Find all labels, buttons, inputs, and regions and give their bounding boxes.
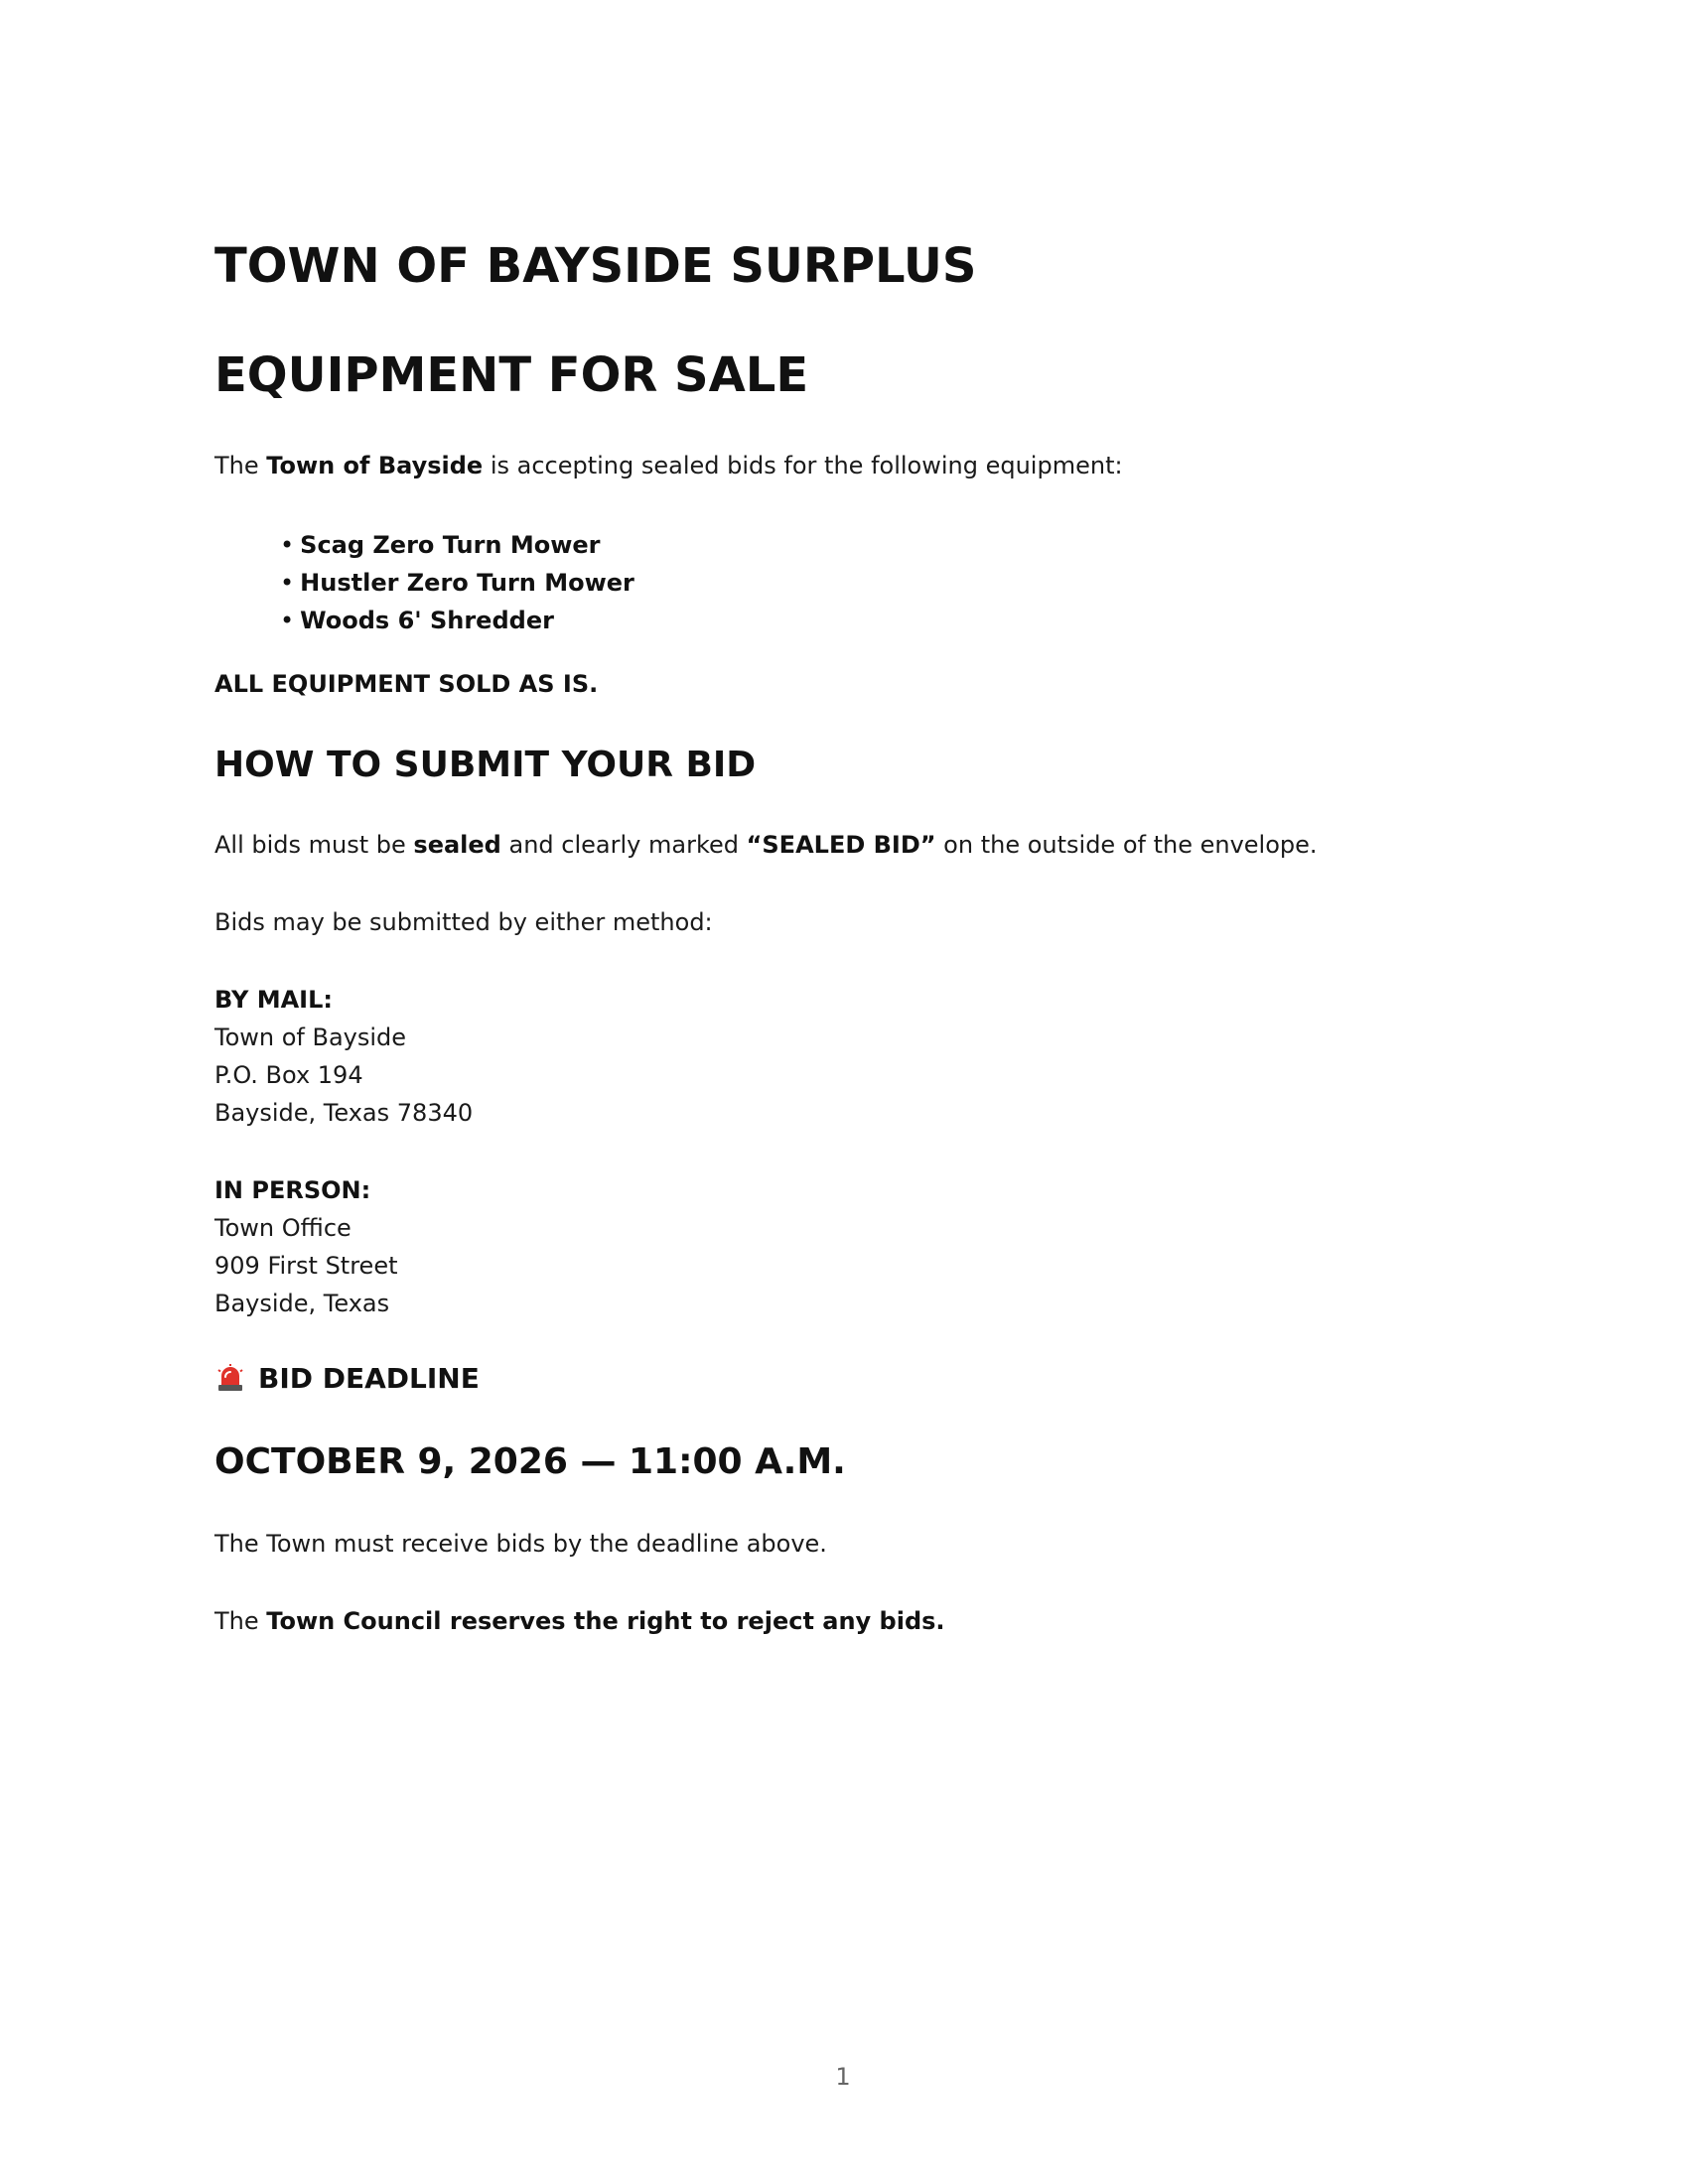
as-is-notice: ALL EQUIPMENT SOLD AS IS. <box>214 670 599 698</box>
how-to-submit-heading: HOW TO SUBMIT YOUR BID <box>214 745 757 785</box>
address-line: Town of Bayside <box>214 1024 407 1051</box>
sealed-bold-2: “SEALED BID” <box>746 831 936 859</box>
page-number: 1 <box>835 2063 851 2091</box>
equipment-list <box>280 526 634 639</box>
council-notice <box>214 1602 945 1640</box>
sealed-text-3: on the outside of the envelope. <box>935 831 1318 859</box>
equipment-item-label: Woods 6' Shredder <box>300 607 554 634</box>
list-item <box>280 564 634 602</box>
by-mail-label: BY MAIL: <box>214 986 333 1014</box>
list-item <box>280 602 634 639</box>
address-line: 909 First Street <box>214 1252 398 1280</box>
equipment-item-label: Hustler Zero Turn Mower <box>300 569 634 597</box>
document-page <box>214 0 1485 2184</box>
in-person-label: IN PERSON: <box>214 1176 371 1204</box>
sealed-instructions <box>214 826 1318 864</box>
bid-deadline-text: BID DEADLINE <box>258 1362 480 1395</box>
either-method-text: Bids may be submitted by either method: <box>214 908 713 936</box>
by-mail-block <box>214 981 473 1132</box>
sealed-text-2: and clearly marked <box>500 831 747 859</box>
deadline-date-heading: OCTOBER 9, 2026 — 11:00 A.M. <box>214 1441 846 1482</box>
title-line-1: TOWN OF BAYSIDE SURPLUS <box>214 238 977 294</box>
receive-notice: The Town must receive bids by the deadline above. <box>214 1530 827 1558</box>
bullet: • <box>280 531 295 559</box>
address-line: P.O. Box 194 <box>214 1061 363 1089</box>
intro-prefix: The <box>214 452 267 479</box>
sealed-bold-1: sealed <box>413 831 501 859</box>
intro-town-name: Town of Bayside <box>266 452 484 479</box>
council-bold-text: Town Council reserves the right to reject any bids. <box>266 1607 945 1635</box>
title-line-2: EQUIPMENT FOR SALE <box>214 347 809 403</box>
siren-icon <box>214 1363 246 1395</box>
equipment-item-label: Scag Zero Turn Mower <box>300 531 601 559</box>
address-line: Bayside, Texas 78340 <box>214 1099 474 1127</box>
address-line: Bayside, Texas <box>214 1290 390 1317</box>
council-prefix: The <box>214 1607 267 1635</box>
intro-paragraph <box>214 447 1123 484</box>
bullet: • <box>280 569 295 597</box>
intro-suffix: is accepting sealed bids for the following equipment: <box>483 452 1123 479</box>
bid-deadline-label <box>214 1362 480 1395</box>
bullet: • <box>280 607 295 634</box>
address-line: Town Office <box>214 1214 352 1242</box>
sealed-text-1: All bids must be <box>214 831 414 859</box>
list-item <box>280 526 634 564</box>
in-person-block <box>214 1171 398 1322</box>
